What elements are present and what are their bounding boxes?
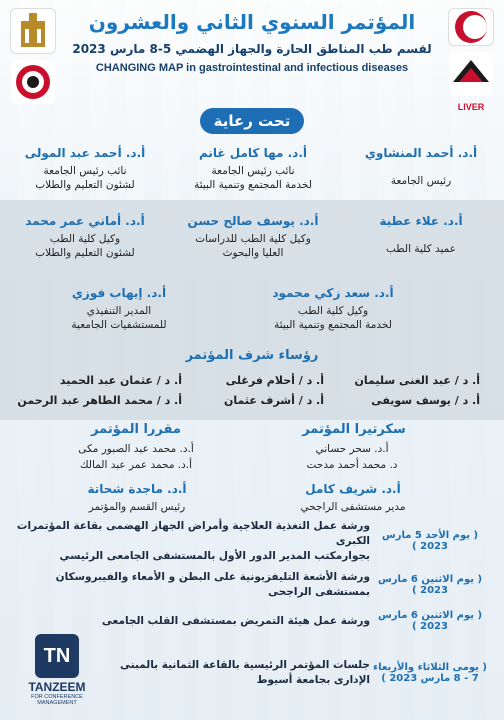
patron-role: وكيل كلية الطب للدراسات العليا والبحوث [195, 233, 311, 259]
person-role: رئيس القسم والمؤتمر [88, 501, 186, 513]
patron-7 [238, 286, 428, 332]
rapporteurs-title: مقررا المؤتمر [91, 422, 181, 437]
event-date: ( يوم الأحد 5 مارس 2023 ) [381, 530, 479, 552]
event-text: ورشة الأشعة التليفزيونية على البطن و الأمعاء والفيبروسكان بمستشفى الراجحى [55, 571, 370, 598]
person-name: أ.د. ماجدة شحاتة [87, 482, 187, 496]
red-crescent-logo [448, 8, 494, 46]
event-date: ( يومى الثلاثاء والأربعاء 7 - 8 مارس 2023 ) [373, 662, 487, 684]
rapporteur-name: أ.د. محمد عبد الصبور مكى [78, 443, 194, 455]
person-name: أ.د. شريف كامل [305, 482, 401, 496]
tanzeem-sub: FOR CONFERENCE MANAGEMENT [31, 694, 83, 706]
patron-role: وكيل كلية الطب لخدمة المجتمع وتنمية البيئة [274, 305, 392, 331]
secretariat-name: د. محمد أحمد مدحت [306, 459, 398, 471]
rapporteur-name: أ.د. محمد عمر عبد المالك [79, 459, 193, 471]
university-logo [10, 8, 56, 54]
patron-role: المدير التنفيذي للمستشفيات الجامعية [71, 305, 167, 331]
honorary-name: أ. د / عثمان عبد الحميد [59, 374, 182, 387]
event-row [14, 570, 490, 600]
patron-role: نائب رئيس الجامعة لخدمة المجتمع وتنمية البيئة [194, 165, 312, 191]
patron-6 [10, 214, 160, 260]
event-row [14, 606, 490, 636]
magda-shehata [62, 482, 212, 514]
patron-name: أ.د. يوسف صالح حسن [187, 214, 319, 228]
secretariat-title: سكرتيرا المؤتمر [302, 422, 406, 437]
patron-role: وكيل كلية الطب لشئون التعليم والطلاب [35, 233, 135, 259]
department-logo [11, 60, 55, 104]
patron-role: عميد كلية الطب [385, 243, 456, 255]
patron-role: رئيس الجامعة [390, 175, 452, 187]
event-text: جلسات المؤتمر الرئيسية بالقاعة الثمانية بالمبنى الإدارى بجامعة أسيوط [120, 659, 370, 686]
person-role: مدير مستشفى الراجحي [300, 501, 406, 513]
patron-3 [10, 146, 160, 192]
patron-role: نائب رئيس الجامعة لشئون التعليم والطلاب [35, 165, 135, 191]
sherif-kamel [278, 482, 428, 514]
patron-name: أ.د. إيهاب فوزي [71, 286, 167, 300]
tanzeem-logo [14, 634, 100, 706]
patronage-banner: تحت رعاية [200, 108, 304, 134]
right-logos [444, 8, 498, 112]
patron-name: أ.د. سعد زكي محمود [272, 286, 394, 300]
honorary-title: رؤساء شرف المؤتمر [185, 348, 319, 363]
tanzeem-name: TANZEEM [28, 680, 86, 694]
left-logos [6, 8, 60, 104]
liver-logo [449, 52, 493, 96]
secretariat-name: أ.د. سحر حساني [315, 443, 389, 455]
honorary-name: أ. د / عبد الغنى سليمان [354, 374, 480, 387]
patron-name: أ.د. مها كامل غانم [198, 146, 308, 160]
event-date: ( يوم الاثنين 6 مارس 2023 ) [377, 610, 483, 632]
honorary-name: أ. د / محمد الطاهر عبد الرحمن [17, 394, 182, 407]
conference-title: المؤتمر السنوي الثاني والعشرون [88, 10, 416, 34]
patron-5 [178, 214, 328, 260]
patron-name: أ.د. أحمد المنشاوي [364, 146, 478, 160]
tanzeem-mark: TN [35, 634, 79, 678]
conference-english-title: CHANGING MAP in gastrointestinal and infectious diseases [95, 62, 409, 74]
patron-name: أ.د. علاء عطية [379, 214, 463, 228]
honorary-name: أ. د / أحلام فرغلى [225, 374, 324, 387]
honorary-name: أ. د / أشرف عثمان [223, 394, 324, 407]
liver-logo-text: LIVER [457, 102, 485, 112]
event-text: ورشة عمل هيئة التمريض بمستشفى القلب الجامعى [101, 614, 370, 627]
event-row [14, 519, 490, 562]
patron-1 [346, 146, 496, 188]
patron-8 [34, 286, 204, 332]
event-text: ورشة عمل التغذية العلاجية وأمراض الجهاز الهضمى بقاعة المؤتمرات الكبرى بجوارمكتب المدير الدور الأول بالمستشفى الجامعى الرئيسي [16, 519, 370, 562]
patron-name: أ.د. أحمد عبد المولى [24, 146, 146, 160]
patron-2 [178, 146, 328, 192]
event-date: ( يوم الاثنين 6 مارس 2023 ) [377, 574, 483, 596]
patron-name: أ.د. أماني عمر محمد [25, 214, 145, 228]
honorary-name: أ. د / يوسف سويفى [371, 394, 480, 407]
conference-subtitle: لقسم طب المناطق الحارة والجهاز الهضمي 5-8 مارس 2023 [72, 42, 432, 56]
patron-4 [346, 214, 496, 256]
